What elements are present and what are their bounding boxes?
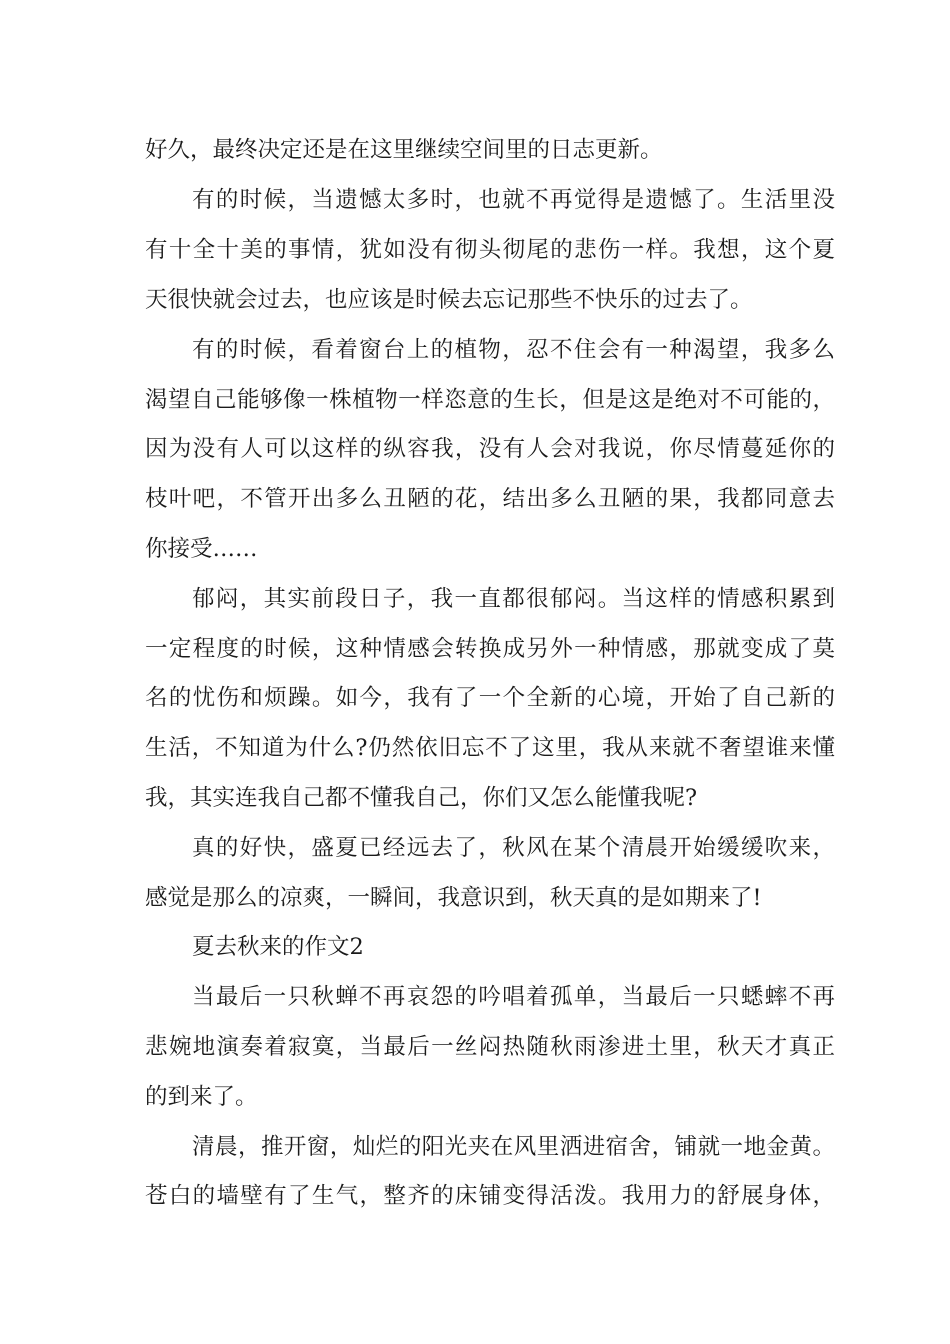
section-heading: 夏去秋来的作文2	[192, 934, 364, 960]
text-line: 生活，不知道为什么?仍然依旧忘不了这里，我从来就不奢望谁来懂	[145, 735, 835, 761]
text-line: 你接受……	[145, 536, 258, 562]
text-line: 的到来了。	[145, 1084, 258, 1110]
paragraph-start-line: 真的好快，盛夏已经远去了，秋风在某个清晨开始缓缓吹来，	[192, 835, 835, 861]
text-line: 天很快就会过去，也应该是时候去忘记那些不快乐的过去了。	[145, 287, 753, 313]
text-line: 悲婉地演奏着寂寞，当最后一丝闷热随秋雨渗进土里，秋天才真正	[145, 1034, 835, 1060]
text-line: 感觉是那么的凉爽，一瞬间，我意识到，秋天真的是如期来了!	[145, 885, 762, 911]
text-line: 名的忧伤和烦躁。如今，我有了一个全新的心境，开始了自己新的	[145, 685, 835, 711]
text-line: 我，其实连我自己都不懂我自己，你们又怎么能懂我呢?	[145, 785, 698, 811]
paragraph-start-line: 有的时候，当遗憾太多时，也就不再觉得是遗憾了。生活里没	[192, 187, 835, 213]
text-line: 有十全十美的事情，犹如没有彻头彻尾的悲伤一样。我想，这个夏	[145, 237, 835, 263]
text-line: 一定程度的时候，这种情感会转换成另外一种情感，那就变成了莫	[145, 636, 835, 662]
text-line: 因为没有人可以这样的纵容我，没有人会对我说，你尽情蔓延你的	[145, 436, 835, 462]
paragraph-start-line: 郁闷，其实前段日子，我一直都很郁闷。当这样的情感积累到	[192, 586, 835, 612]
text-line: 枝叶吧，不管开出多么丑陋的花，结出多么丑陋的果，我都同意去	[145, 486, 835, 512]
text-line: 好久，最终决定还是在这里继续空间里的日志更新。	[145, 137, 663, 163]
text-line: 渴望自己能够像一株植物一样恣意的生长，但是这是绝对不可能的，	[145, 387, 835, 413]
paragraph-start-line: 当最后一只秋蝉不再哀怨的吟唱着孤单，当最后一只蟋蟀不再	[192, 984, 835, 1010]
text-line: 苍白的墙壁有了生气，整齐的床铺变得活泼。我用力的舒展身体，	[145, 1183, 835, 1209]
paragraph-start-line: 有的时候，看着窗台上的植物，忍不住会有一种渴望，我多么	[192, 337, 835, 363]
paragraph-start-line: 清晨，推开窗，灿烂的阳光夹在风里洒进宿舍，铺就一地金黄。	[192, 1134, 835, 1160]
